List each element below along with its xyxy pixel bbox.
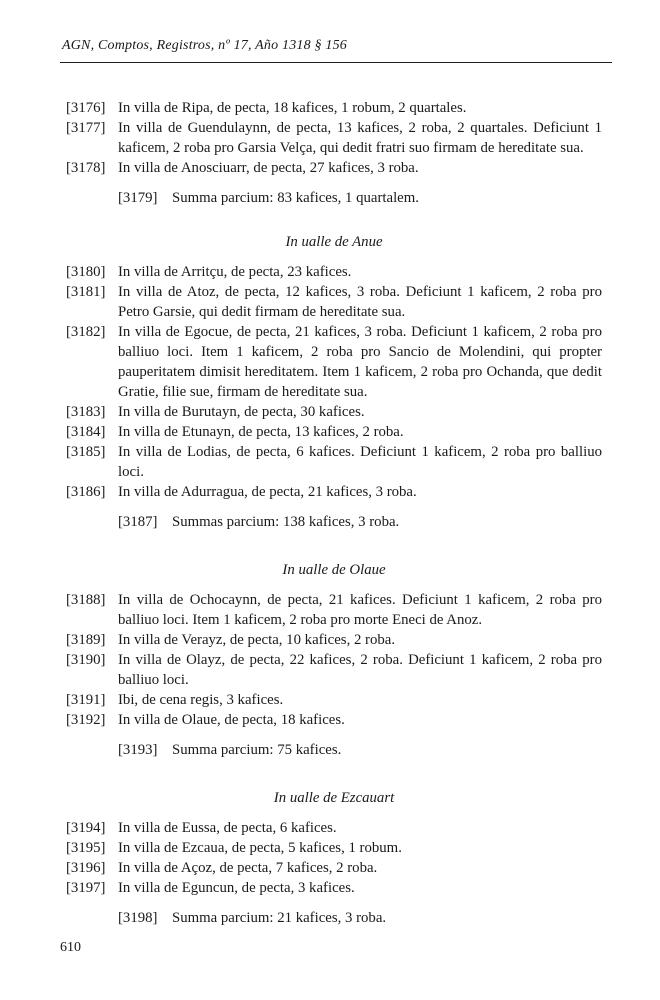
summa-number: [3198]	[118, 910, 158, 926]
entry-number: [3191]	[66, 692, 106, 708]
entry-text: In villa de Lodias, de pecta, 6 kafices. Deficiunt 1 kaficem, 2 roba pro balliuo loci.	[118, 444, 602, 480]
entry	[66, 422, 602, 442]
entry-text: In villa de Burutayn, de pecta, 30 kafices.	[118, 404, 365, 420]
entry	[66, 650, 602, 690]
summa-text: Summa parcium: 83 kafices, 1 quartalem.	[172, 190, 419, 206]
entry-number: [3192]	[66, 712, 106, 728]
entry-text: In villa de Anosciuarr, de pecta, 27 kafices, 3 roba.	[118, 160, 419, 176]
entry	[66, 690, 602, 710]
entry-number: [3183]	[66, 404, 106, 420]
running-head: AGN, Comptos, Registros, nº 17, Año 1318 § 156	[62, 38, 347, 53]
summa-line	[118, 188, 602, 208]
entry-text: In villa de Açoz, de pecta, 7 kafices, 2 roba.	[118, 860, 378, 876]
entry-text: In villa de Olaue, de pecta, 18 kafices.	[118, 712, 345, 728]
entry-number: [3185]	[66, 444, 106, 460]
summa-number: [3187]	[118, 514, 158, 530]
entry-number: [3177]	[66, 120, 106, 136]
entry-number: [3189]	[66, 632, 106, 648]
entry	[66, 322, 602, 402]
entry-text: In villa de Etunayn, de pecta, 13 kafices, 2 roba.	[118, 424, 404, 440]
entry	[66, 282, 602, 322]
entry-number: [3176]	[66, 100, 106, 116]
entry	[66, 262, 602, 282]
entry-number: [3194]	[66, 820, 106, 836]
entry-number: [3182]	[66, 324, 106, 340]
header-rule	[60, 62, 612, 63]
entry	[66, 402, 602, 422]
entry-number: [3184]	[66, 424, 106, 440]
entry-number: [3190]	[66, 652, 106, 668]
entry	[66, 838, 602, 858]
entry-text: In villa de Egocue, de pecta, 21 kafices, 3 roba. Deficiunt 1 kaficem, 2 roba pro balliuo loci. Item 1 kaficem, 2 roba pro Sancio de Molendini, qui propter pauperitatem dimisit hereditatem. Item 1 kaficem, 2 roba pro Ochanda, que dedit Gratie, filie sue, firmam de hereditate sua.	[118, 324, 602, 400]
entry	[66, 818, 602, 838]
page-number: 610	[60, 940, 81, 955]
entry	[66, 98, 602, 118]
entry-text: In villa de Adurragua, de pecta, 21 kafices, 3 roba.	[118, 484, 417, 500]
entry	[66, 482, 602, 502]
entry	[66, 158, 602, 178]
entry-text: In villa de Olayz, de pecta, 22 kafices, 2 roba. Deficiunt 1 kaficem, 2 roba pro balliuo loci.	[118, 652, 602, 688]
entry-number: [3181]	[66, 284, 106, 300]
entry-text: In villa de Ochocaynn, de pecta, 21 kafices. Deficiunt 1 kaficem, 2 roba pro balliuo loci. Item 1 kaficem, 2 roba pro morte Eneci de Anoz.	[118, 592, 602, 628]
summa-text: Summa parcium: 21 kafices, 3 roba.	[172, 910, 387, 926]
entry-text: In villa de Eguncun, de pecta, 3 kafices.	[118, 880, 355, 896]
summa-number: [3179]	[118, 190, 158, 206]
entry-number: [3197]	[66, 880, 106, 896]
entry-text: In villa de Verayz, de pecta, 10 kafices, 2 roba.	[118, 632, 396, 648]
entry-number: [3188]	[66, 592, 106, 608]
summa-number: [3193]	[118, 742, 158, 758]
summa-text: Summa parcium: 75 kafices.	[172, 742, 342, 758]
section-title: In ualle de Anue	[285, 234, 383, 250]
entry-text: In villa de Guendulaynn, de pecta, 13 kafices, 2 roba, 2 quartales. Deficiunt 1 kaficem, 2 roba pro Garsia Velça, qui dedit fratri suo firmam de hereditate sua.	[118, 120, 602, 156]
document-body	[66, 98, 602, 928]
entry-text: In villa de Arritçu, de pecta, 23 kafices.	[118, 264, 352, 280]
summa-line	[118, 908, 602, 928]
entry-number: [3186]	[66, 484, 106, 500]
entry-text: Ibi, de cena regis, 3 kafices.	[118, 692, 284, 708]
entry	[66, 590, 602, 630]
entry-text: In villa de Eussa, de pecta, 6 kafices.	[118, 820, 337, 836]
entry-number: [3196]	[66, 860, 106, 876]
entry	[66, 710, 602, 730]
entry-text: In villa de Atoz, de pecta, 12 kafices, 3 roba. Deficiunt 1 kaficem, 2 roba pro Petro Garsie, qui dedit firmam de hereditate sua.	[118, 284, 602, 320]
entry	[66, 118, 602, 158]
summa-line	[118, 740, 602, 760]
entry-number: [3195]	[66, 840, 106, 856]
entry	[66, 858, 602, 878]
entry	[66, 630, 602, 650]
entry-number: [3178]	[66, 160, 106, 176]
entry	[66, 878, 602, 898]
entry-number: [3180]	[66, 264, 106, 280]
summa-text: Summas parcium: 138 kafices, 3 roba.	[172, 514, 400, 530]
entry	[66, 442, 602, 482]
entry-text: In villa de Ripa, de pecta, 18 kafices, 1 robum, 2 quartales.	[118, 100, 467, 116]
entry-text: In villa de Ezcaua, de pecta, 5 kafices, 1 robum.	[118, 840, 402, 856]
section-title: In ualle de Olaue	[282, 562, 386, 578]
section-title: In ualle de Ezcauart	[273, 790, 395, 806]
summa-line	[118, 512, 602, 532]
